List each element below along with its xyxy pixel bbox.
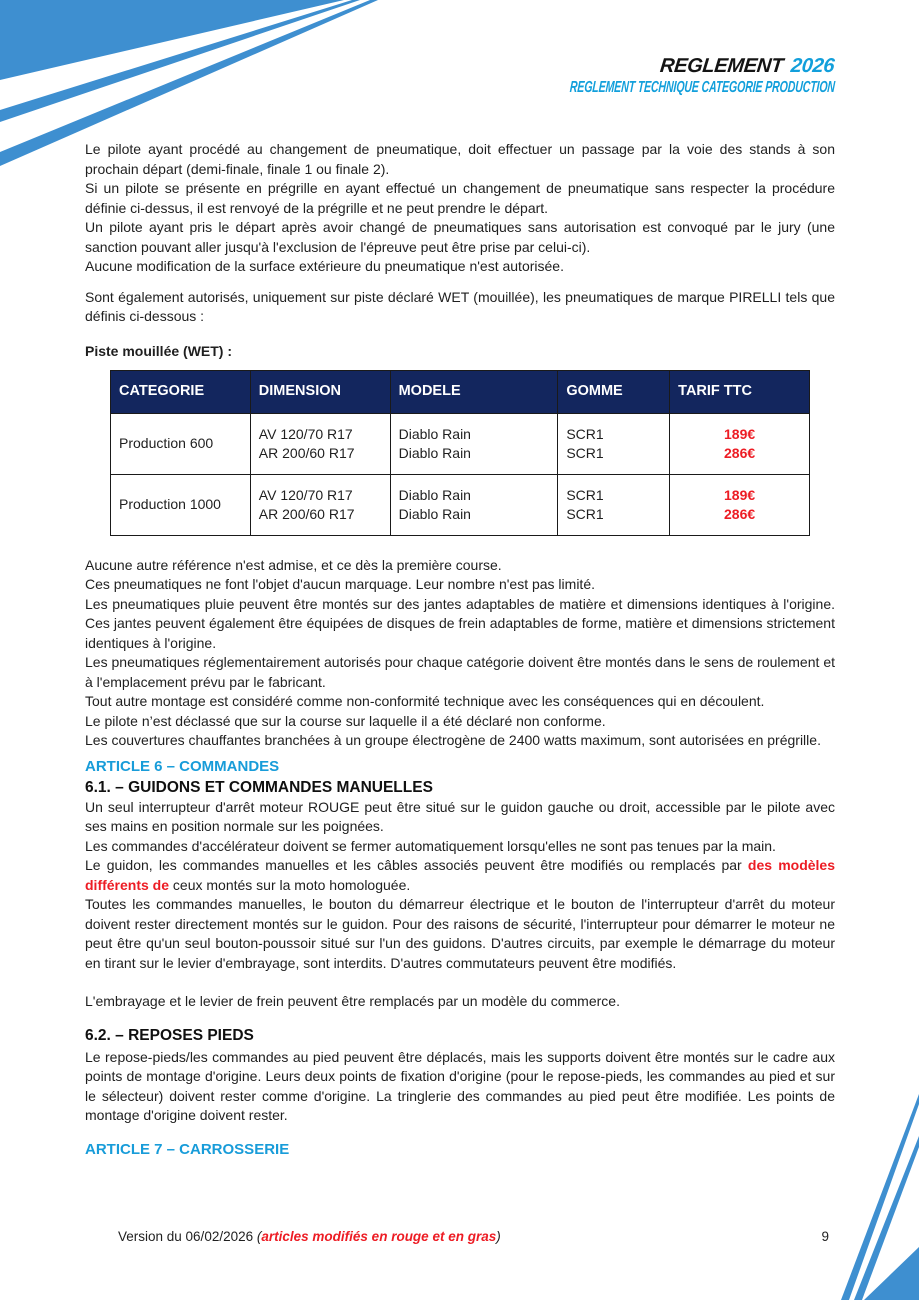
- cell-tarif: 189€ 286€: [670, 413, 810, 474]
- paragraph: Les pneumatiques réglementairement autorisés pour chaque catégorie doivent être montés dans le sens de roulement et à l'emplacement prévu par le fabricant.: [85, 654, 835, 690]
- cell-tarif: 189€ 286€: [670, 474, 810, 535]
- document-body: [85, 140, 835, 1160]
- paragraph: Un pilote ayant pris le départ après avoir changé de pneumatiques sans autorisation est convoqué par le jury (une sanction pouvant aller jusqu'à l'exclusion de l'épreuve peut être prise par celui-ci).: [85, 219, 835, 255]
- paragraph-with-red-text: Le guidon, les commandes manuelles et les câbles associés peuvent être modifiés ou remplacés par des modèles différents de ceux montés sur la moto homologuée.: [85, 857, 835, 893]
- bottom-right-swoosh: [841, 1094, 919, 1300]
- cell-gomme: SCR1 SCR1: [558, 413, 670, 474]
- document-header: [434, 54, 836, 97]
- table-row: [111, 474, 810, 535]
- cell-dimension: AV 120/70 R17 AR 200/60 R17: [250, 474, 390, 535]
- table-row: [111, 413, 810, 474]
- section-6-2-heading: 6.2. – REPOSES PIEDS: [85, 1026, 254, 1044]
- paragraph: Aucune modification de la surface extérieure du pneumatique n'est autorisée.: [85, 258, 564, 274]
- paragraph: Le pilote n’est déclassé que sur la course sur laquelle il a été déclaré non conforme.: [85, 712, 606, 729]
- paragraph: Le repose-pieds/les commandes au pied peuvent être déplacés, mais les supports doivent être montés sur le cadre aux points de montage d'origine. Leurs deux points de fixation d'origine (pour le repose-pieds, les commandes au pied et sur le sélecteur) doivent rester comme d'origine. La tringlerie des commandes au pied peut être modifiée. Les points de montage d'origine doivent rester.: [85, 1048, 835, 1123]
- modified-articles-note: articles modifiés en rouge et en gras: [261, 1229, 497, 1244]
- cell-model: Diablo Rain Diablo Rain: [390, 413, 558, 474]
- paragraph: Les pneumatiques pluie peuvent être montés sur des jantes adaptables de matière et dimensions identiques à l'origine. Ces jantes peuvent également être équipées de disques de frein adaptables de forme, matière et dimensions strictement identiques à l'origine.: [85, 595, 835, 651]
- paragraph: Ces pneumatiques ne font l'objet d'aucun marquage. Leur nombre n'est pas limité.: [85, 576, 595, 592]
- paragraph: Tout autre montage est considéré comme non-conformité technique avec les conséquences qui en découlent.: [85, 693, 765, 709]
- paragraph: Un seul interrupteur d'arrêt moteur ROUGE peut être situé sur le guidon gauche ou droit, accessible par le pilote avec ses mains en position normale sur les poignées.: [85, 798, 835, 834]
- column-header: GOMME: [558, 371, 670, 414]
- paragraph: Les commandes d'accélérateur doivent se fermer automatiquement lorsqu'elles ne sont pas tenues par la main.: [85, 837, 776, 854]
- column-header: TARIF TTC: [670, 371, 810, 414]
- paragraph: Les couvertures chauffantes branchées à un groupe électrogène de 2400 watts maximum, sont autorisées en prégrille.: [85, 732, 821, 748]
- cell-dimension: AV 120/70 R17 AR 200/60 R17: [250, 413, 390, 474]
- document-footer: [85, 1228, 835, 1246]
- section-6-1-heading: 6.1. – GUIDONS ET COMMANDES MANUELLES: [85, 778, 433, 796]
- header-title-line: [431, 54, 835, 78]
- paragraph: Toutes les commandes manuelles, le bouton du démarreur électrique et le bouton de l'interrupteur d'arrêt du moteur doivent rester directement montés sur le guidon. Pour des raisons de sécurité, l'interrupteur pour démarrer le moteur ne peut être qu'un seul bouton-poussoir situé sur l'un des guidons. D'autres circuits, par exemple le démarrage du moteur en tirant sur le levier d'embrayage, sont interdits. D'autres commutateurs peuvent être modifiés.: [85, 896, 835, 971]
- tyre-table: [110, 370, 810, 536]
- paragraph: Aucune autre référence n'est admise, et ce dès la première course.: [85, 556, 502, 573]
- column-header: CATEGORIE: [111, 371, 251, 414]
- column-header: DIMENSION: [250, 371, 390, 414]
- header-subtitle: REGLEMENT TECHNIQUE CATEGORIE PRODUCTION: [568, 79, 835, 96]
- table-header-row: [111, 371, 810, 414]
- column-header: MODELE: [390, 371, 558, 414]
- wet-label: Piste mouillée (WET) :: [85, 342, 233, 359]
- paragraph: Si un pilote se présente en prégrille en ayant effectué un changement de pneumatique sans respecter la procédure définie ci-dessus, il est renvoyé de la prégrille et ne peut prendre le départ.: [85, 180, 835, 216]
- article-6-heading: ARTICLE 6 – COMMANDES: [85, 757, 280, 775]
- version-text: Version du 06/02/2026: [118, 1229, 254, 1244]
- paren-close: ): [496, 1229, 501, 1244]
- cell-gomme: SCR1 SCR1: [558, 474, 670, 535]
- cell-category: Production 600: [111, 413, 251, 474]
- paragraph: L'embrayage et le levier de frein peuvent être remplacés par un modèle du commerce.: [85, 993, 620, 1009]
- paragraph: Le pilote ayant procédé au changement de pneumatique, doit effectuer un passage par la voie des stands à son prochain départ (demi-finale, finale 1 ou finale 2).: [85, 141, 835, 177]
- cell-model: Diablo Rain Diablo Rain: [390, 474, 558, 535]
- paragraph: Sont également autorisés, uniquement sur piste déclaré WET (mouillée), les pneumatiques de marque PIRELLI tels que définis ci-dessous :: [85, 288, 835, 324]
- article-7-heading: ARTICLE 7 – CARROSSERIE: [85, 1140, 290, 1158]
- cell-category: Production 1000: [111, 474, 251, 535]
- modified-article-text: des modèles différents de: [85, 857, 835, 893]
- header-year: 2026: [789, 55, 835, 77]
- page-number: 9: [821, 1229, 829, 1244]
- paren-open: (: [256, 1229, 262, 1244]
- header-title: REGLEMENT: [658, 55, 784, 77]
